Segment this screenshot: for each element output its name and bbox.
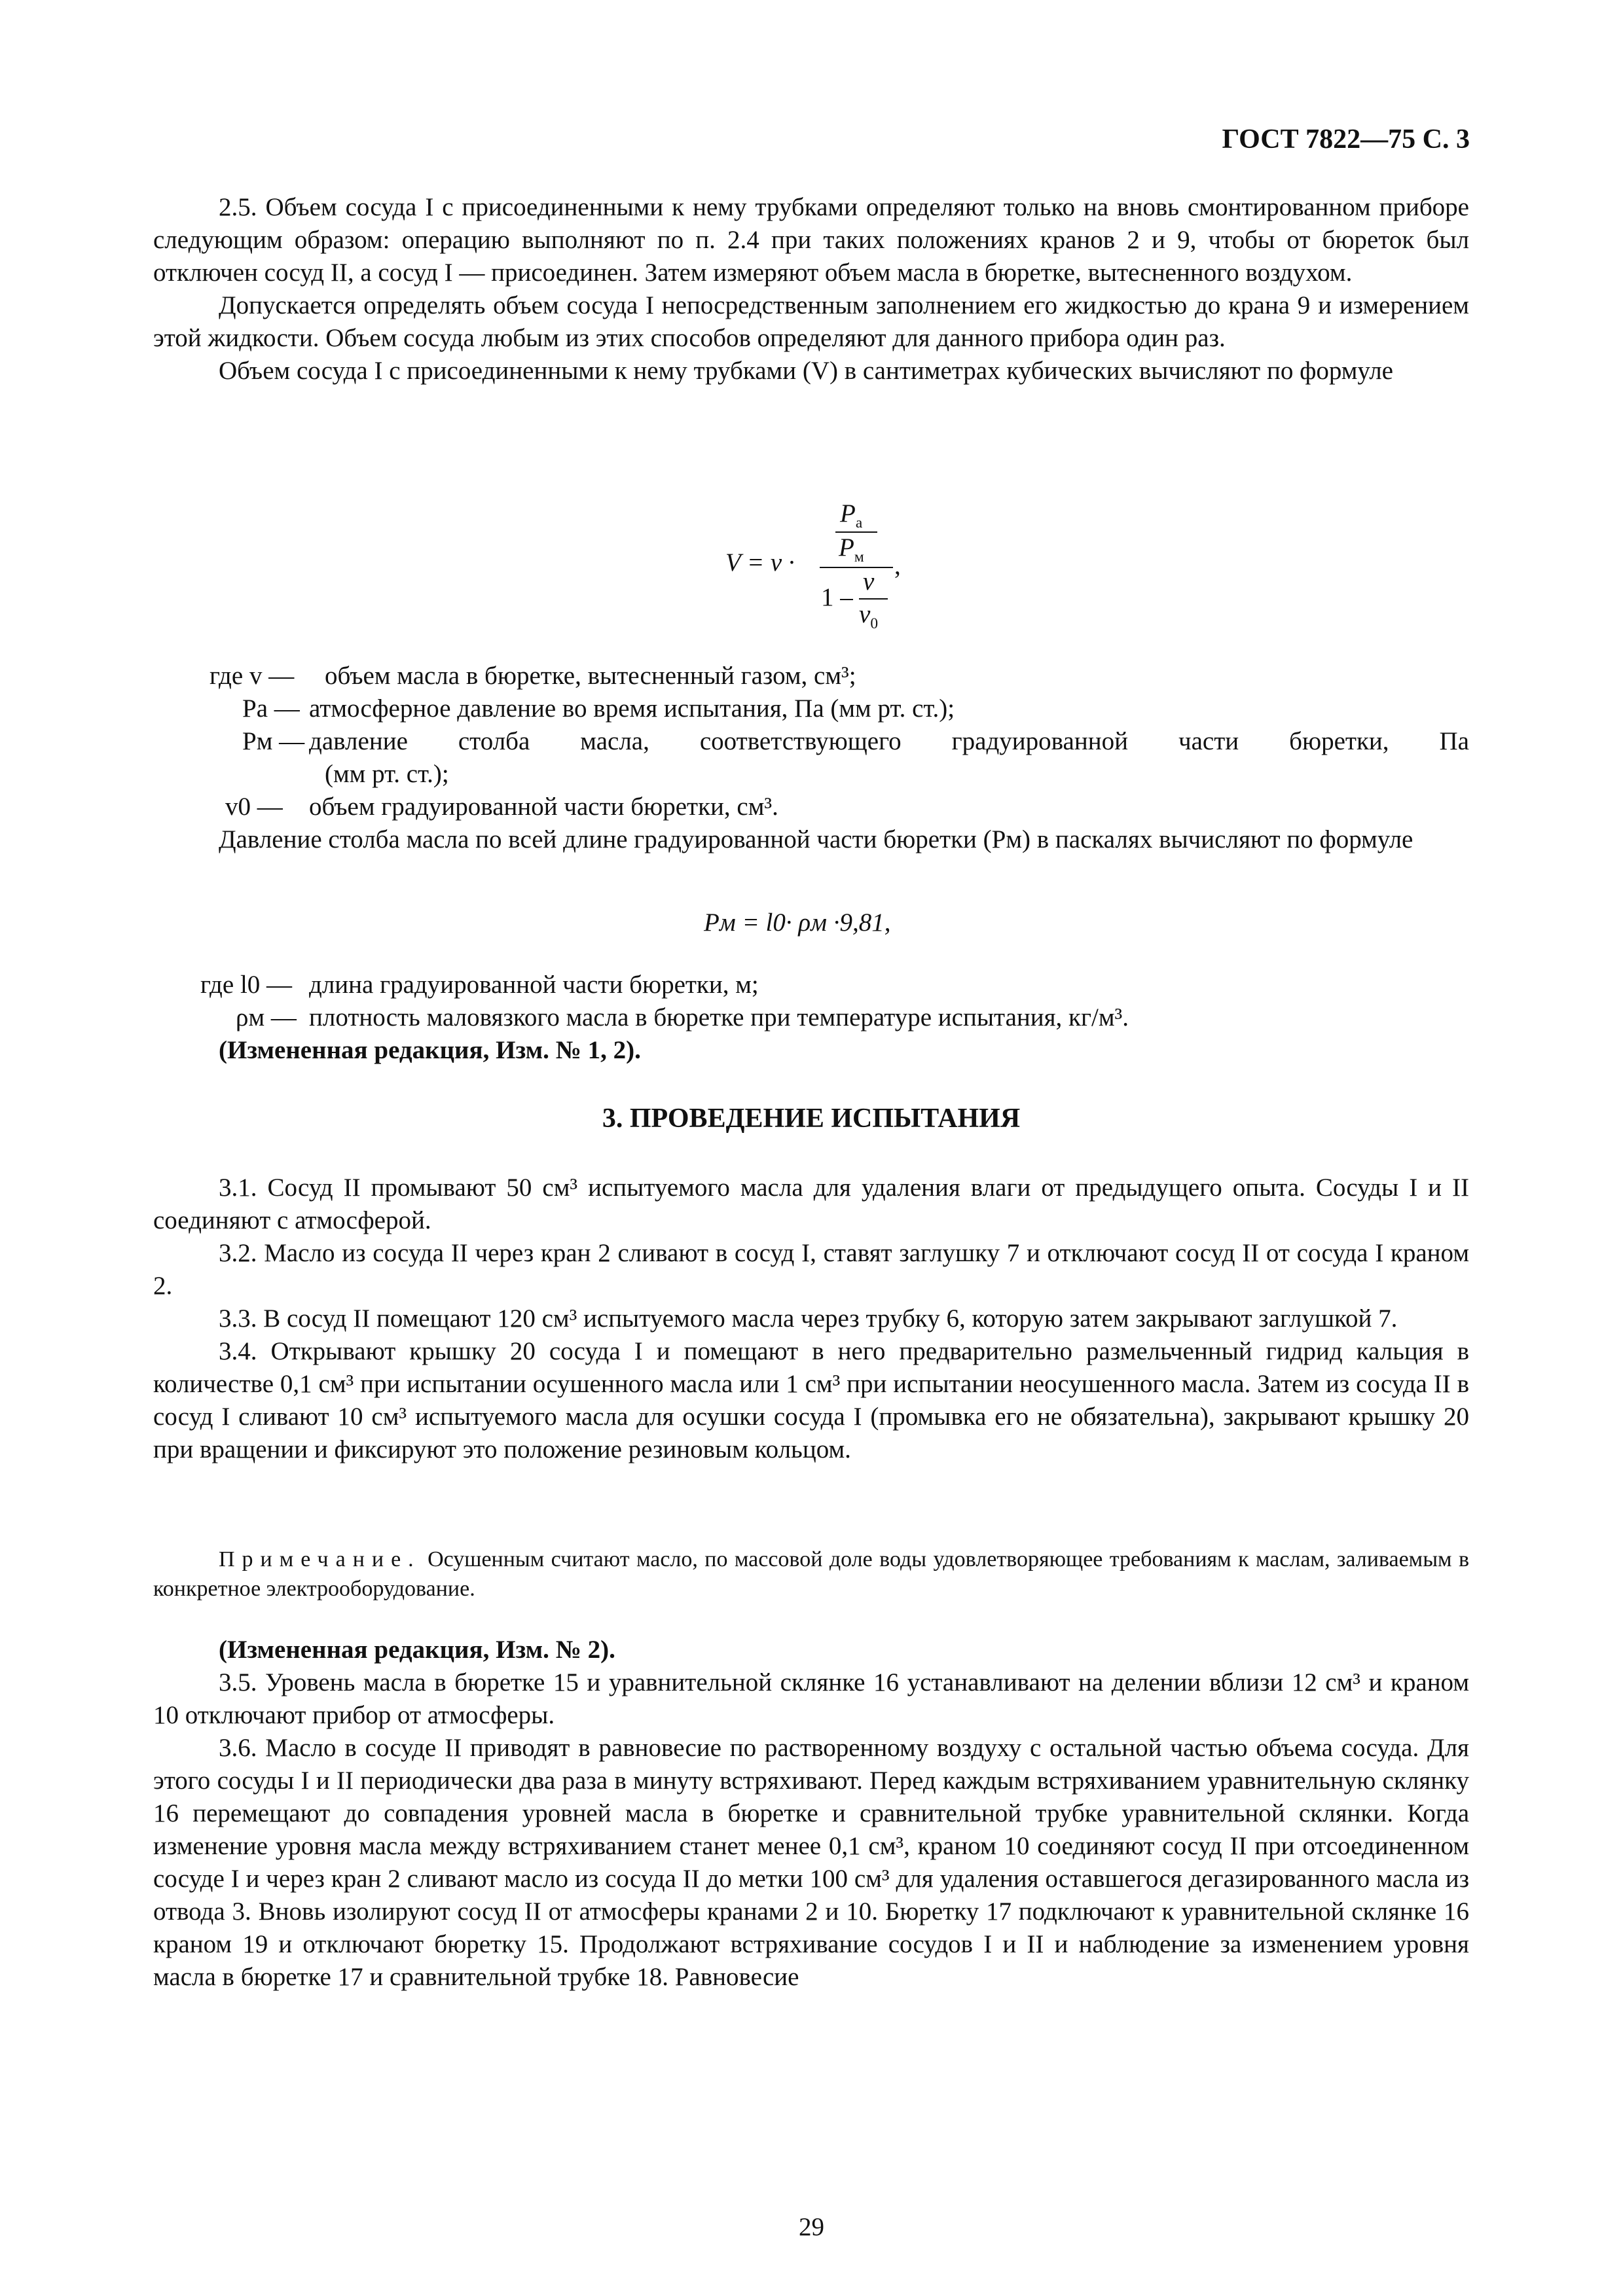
formula-main-fraction-bar [820,567,893,568]
paragraph-2-5: 2.5. Объем сосуда I с присоединенными к нему трубками определяют только на вновь смонтированном приборе следующим образом: операцию выполняют по п. 2.4 при таких положениях кранов 2 и 9, чтобы от бюреток был отключен сосуд II, а сосуд I — присоединен. Затем измеряют объем масла в бюретке, вытесненного воздухом. [153,193,1469,287]
paragraph-3-4: 3.4. Открывают крышку 20 сосуда I и помещают в него предварительно размельченный гидрид кальция в количестве 0,1 см³ при испытании осушенного масла или 1 см³ при испытании неосушенного масла. Затем из сосуда II в сосуд I сливают 10 см³ испытуемого масла для осушки сосуда I (промывка его не обязательна), закрывают крышку 20 при вращении и фиксируют это положение резиновым кольцом. [153,1337,1469,1463]
note-text: Осушенным считают масло, по массовой доле воды удовлетворяющее требованиям к маслам, заливаемым в конкретное электрооборудование. [153,1547,1469,1601]
definition-row: Pм — давление столба масла, соответствующего градуированной части бюретки, Па [242,727,1469,755]
pressure-block [153,823,1469,856]
definition-row: Pа — атмосферное давление во время испытания, Па (мм рт. ст.); [242,694,955,723]
formula-lhs: V = v · [725,548,795,577]
paragraph-3-5: 3.5. Уровень масла в бюретке 15 и уравнительной склянке 16 устанавливают на делении вблизи 12 см³ и краном 10 отключают прибор от атмосферы. [153,1668,1469,1729]
paragraph-volume: Объем сосуда I с присоединенными к нему трубками (V) в сантиметрах кубических вычисляют по формуле [219,357,1393,385]
paragraph-3-3: 3.3. В сосуд II помещают 120 см³ испытуемого масла через трубку 6, которую затем закрывают заглушкой 7. [219,1304,1398,1333]
definition-row: где l0 — длина градуированной части бюретки, м; [200,971,759,999]
paragraph-pressure: Давление столба масла по всей длине градуированной части бюретки (Pм) в паскалях вычисляют по формуле [219,825,1413,853]
formula-pa: $P_а$ [840,499,863,531]
definition-row: (мм рт. ст.); [325,760,449,788]
section-2-5-block [153,191,1469,387]
page-header: ГОСТ 7822—75 С. 3 [1222,124,1470,154]
formula-v: v [863,567,875,596]
paragraph-3-1: 3.1. Сосуд II промывают 50 см³ испытуемого масла для удаления влаги от предыдущего опыта. Сосуды I и II соединяют с атмосферой. [153,1174,1469,1234]
section-3-body [153,1172,1469,1466]
note-label: Примечание. [219,1547,421,1571]
paragraph-3-6: 3.6. Масло в сосуде II приводят в равновесие по растворенному воздуху с остальной частью объема сосуда. Для этого сосуды I и II периодически два раза в минуту встряхивают. Перед каждым встряхиванием уравнительную склянку 16 перемещают до совпадения уровней масла в бюретке и сравнительной трубке уравнительной склянки. Когда изменение уровня масла между встряхиванием станет менее 0,1 см³, краном 10 соединяют сосуд II при отсоединенном сосуде I и через кран 2 сливают масло из сосуда II до метки 100 см³ для удаления оставшегося дегазированного масла из отвода 3. Вновь изолируют сосуд II от атмосферы кранами 2 и 10. Бюретку 17 подключают к уравнительной склянке 16 краном 19 и отключают бюретку 15. Продолжают встряхивание сосудов I и II и наблюдение за изменением уровня масла в бюретке 17 и сравнительной трубке 18. Равновесие [153,1734,1469,1991]
paragraph-3-2: 3.2. Масло из сосуда II через кран 2 сливают в сосуд I, ставят заглушку 7 и отключают сосуд II от сосуда I краном 2. [153,1239,1469,1300]
section-3-title: 3. ПРОВЕДЕНИЕ ИСПЫТАНИЯ [602,1103,1021,1134]
definition-row: v0 — объем градуированной части бюретки, см³. [225,793,778,821]
formula-pm: $P_м$ [839,533,864,565]
page-number: 29 [799,2213,824,2241]
definition-row: ρм — плотность маловязкого масла в бюретке при температуре испытания, кг/м³. [236,1003,1129,1031]
formula-1-definitions [153,660,1469,823]
definition-row: где v — объем масла в бюретке, вытесненный газом, см³; [210,662,856,690]
formula-comma: , [894,552,901,580]
formula-den-one: 1 – [821,583,853,611]
volume-formula [0,484,1623,648]
edit-note-2: (Измененная редакция, Изм. № 2). [219,1636,615,1664]
edit-note-1: (Измененная редакция, Изм. № 1, 2). [219,1036,641,1064]
paragraph-allow: Допускается определять объем сосуда I непосредственным заполнением его жидкостью до крана 9 и измерением этой жидкости. Объем сосуда любым из этих способов определяют для данного прибора один раз. [153,291,1469,352]
note-block [153,1545,1469,1604]
formula-2-definitions [153,969,1469,1034]
section-3-continued [153,1634,1469,1994]
pressure-formula: Pм = l0· ρм ·9,81, [704,908,891,937]
formula-v0: $v_0$ [859,600,879,632]
